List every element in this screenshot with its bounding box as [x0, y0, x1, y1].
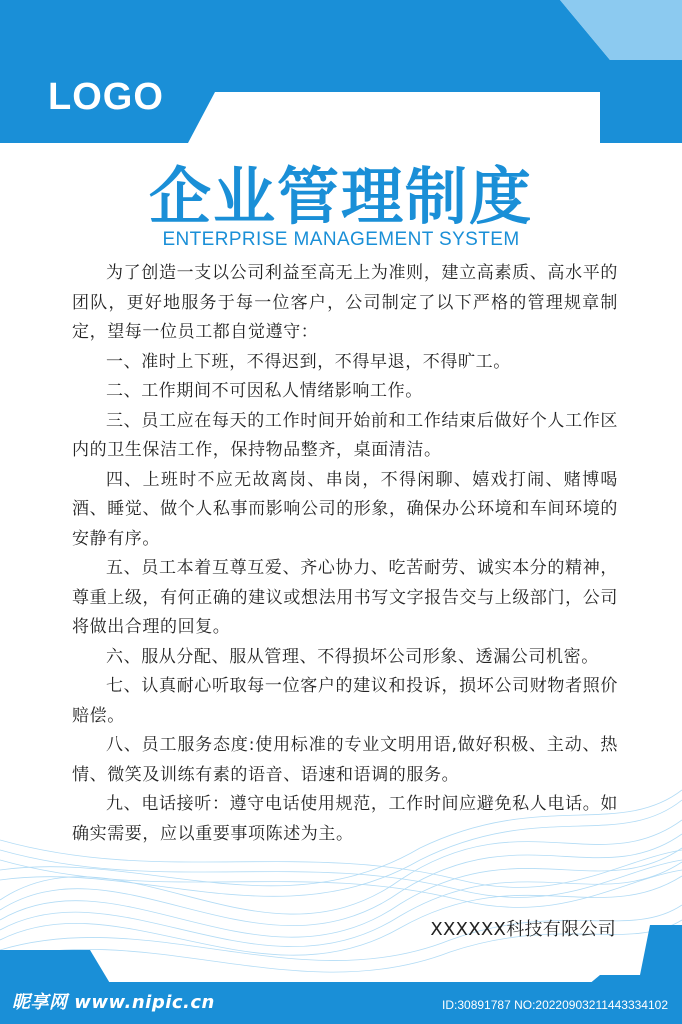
company-name: XXXXXX科技有限公司 — [430, 919, 616, 940]
rule-item: 五、员工本着互尊互爱、齐心协力、吃苦耐劳、诚实本分的精神，尊重上级，有何正确的建议或想法用书写文字报告交与上级部门，公司将做出合理的回复。 — [72, 558, 618, 637]
rule-item: 二、工作期间不可因私人情绪影响工作。 — [106, 381, 423, 401]
logo-text: LOGO — [48, 76, 164, 118]
rule-item: 九、电话接听：遵守电话使用规范，工作时间应避免私人电话。如确实需要，应以重要事项陈述为主。 — [72, 794, 618, 844]
rule-item: 六、服从分配、服从管理、不得损坏公司形象、透漏公司机密。 — [106, 646, 599, 667]
rule-item: 四、上班时不应无故离岗、串岗，不得闲聊、嬉戏打闹、赌博喝酒、睡觉、做个人私事而影响公司的形象，确保办公环境和车间环境的安静有序。 — [72, 469, 618, 549]
rules-body — [72, 259, 618, 849]
rule-item: 一、准时上下班，不得迟到，不得早退，不得旷工。 — [106, 351, 511, 372]
page-title: 企业管理制度 — [148, 160, 533, 233]
watermark-id: ID:30891787 NO:20220903211443334102 — [442, 998, 668, 1012]
intro-paragraph: 为了创造一支以公司利益至高无上为准则，建立高素质、高水平的团队，更好地服务于每一位客户，公司制定了以下严格的管理规章制定，望每一位员工都自觉遵守： — [72, 263, 618, 342]
rule-item: 三、员工应在每天的工作时间开始前和工作结束后做好个人工作区内的卫生保洁工作，保持物品整齐，桌面清洁。 — [72, 410, 618, 460]
watermark-site: 昵享网 www.nipic.cn — [12, 992, 215, 1013]
watermark-bar — [0, 982, 682, 1024]
page-subtitle: ENTERPRISE MANAGEMENT SYSTEM — [162, 229, 520, 250]
rule-item: 八、员工服务态度:使用标准的专业文明用语,做好积极、主动、热情、微笑及训练有素的语音、语速和语调的服务。 — [72, 735, 618, 785]
rule-item: 七、认真耐心听取每一位客户的建议和投诉，损坏公司财物者照价赔偿。 — [72, 676, 618, 726]
